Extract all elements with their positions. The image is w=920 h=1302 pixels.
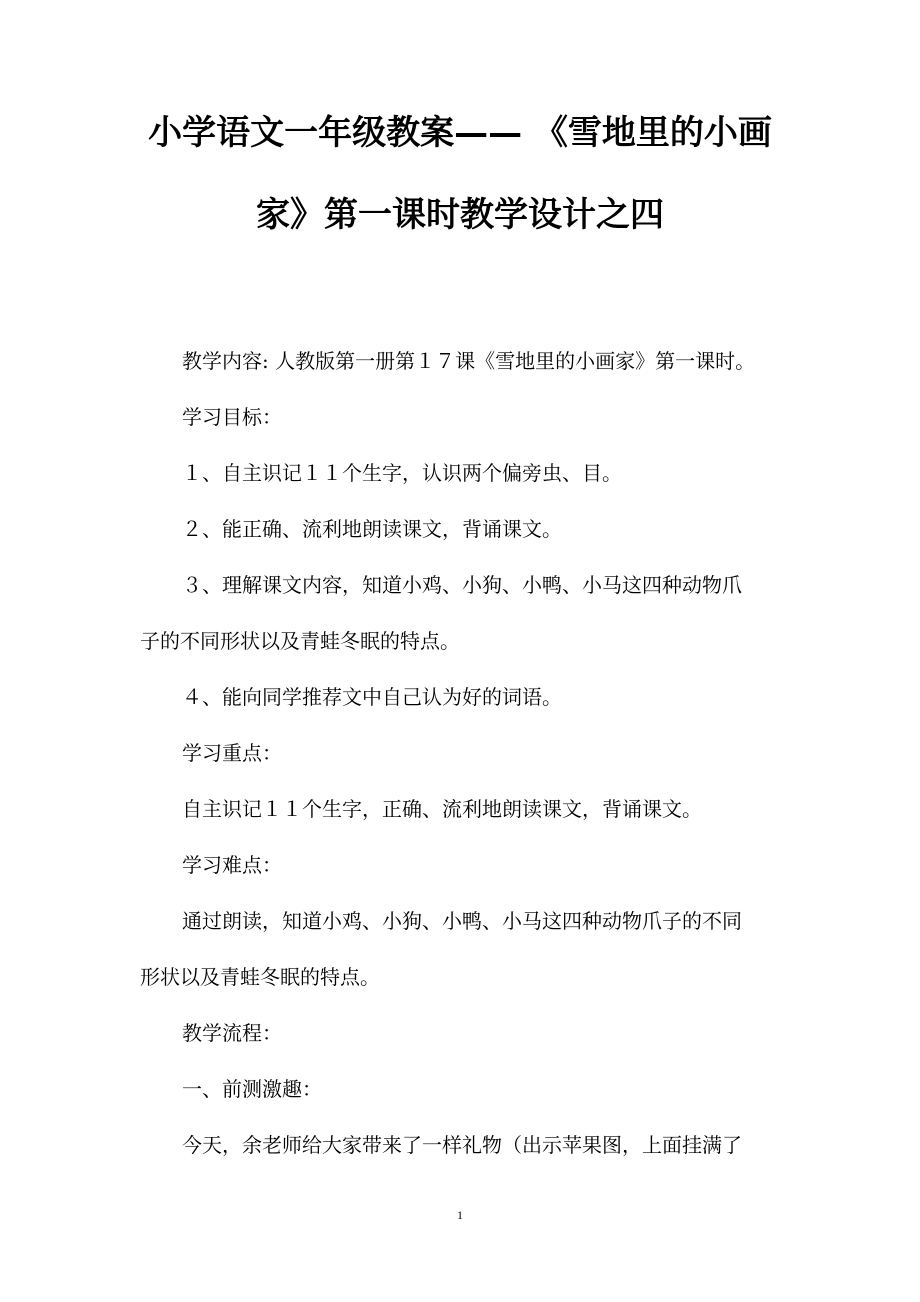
- text-line: ２、能正确、流利地朗读课文，背诵课文。: [182, 517, 562, 541]
- text-line: 教学内容: 人教版第一册第１７课《雪地里的小画家》第一课时。: [182, 349, 756, 373]
- text-line: 学习重点：: [182, 741, 282, 765]
- text-line: 学习难点：: [182, 853, 282, 877]
- text-line: 形状以及青蛙冬眠的特点。: [140, 965, 380, 989]
- document-title-line-2: 家》第一课时教学设计之四: [256, 195, 664, 235]
- text-line: ４、能向同学推荐文中自己认为好的词语。: [182, 685, 562, 709]
- text-line: 子的不同形状以及青蛙冬眠的特点。: [140, 629, 460, 653]
- text-line: 学习目标：: [182, 405, 282, 429]
- text-line: 今天，余老师给大家带来了一样礼物（出示苹果图，上面挂满了: [182, 1133, 742, 1157]
- text-line: 一、前测激趣：: [182, 1077, 322, 1101]
- text-line: １、自主识记１１个生字，认识两个偏旁虫、目。: [182, 461, 622, 485]
- text-line: ３、理解课文内容，知道小鸡、小狗、小鸭、小马这四种动物爪: [182, 573, 742, 597]
- document-body: [140, 333, 785, 1173]
- text-line: 通过朗读，知道小鸡、小狗、小鸭、小马这四种动物爪子的不同: [182, 909, 742, 933]
- page-number: 1: [457, 1208, 463, 1222]
- text-line: 自主识记１１个生字，正确、流利地朗读课文，背诵课文。: [182, 797, 702, 821]
- document-title-line-1: 小学语文一年级教案—— 《雪地里的小画: [148, 113, 772, 153]
- text-line: 教学流程：: [182, 1021, 282, 1045]
